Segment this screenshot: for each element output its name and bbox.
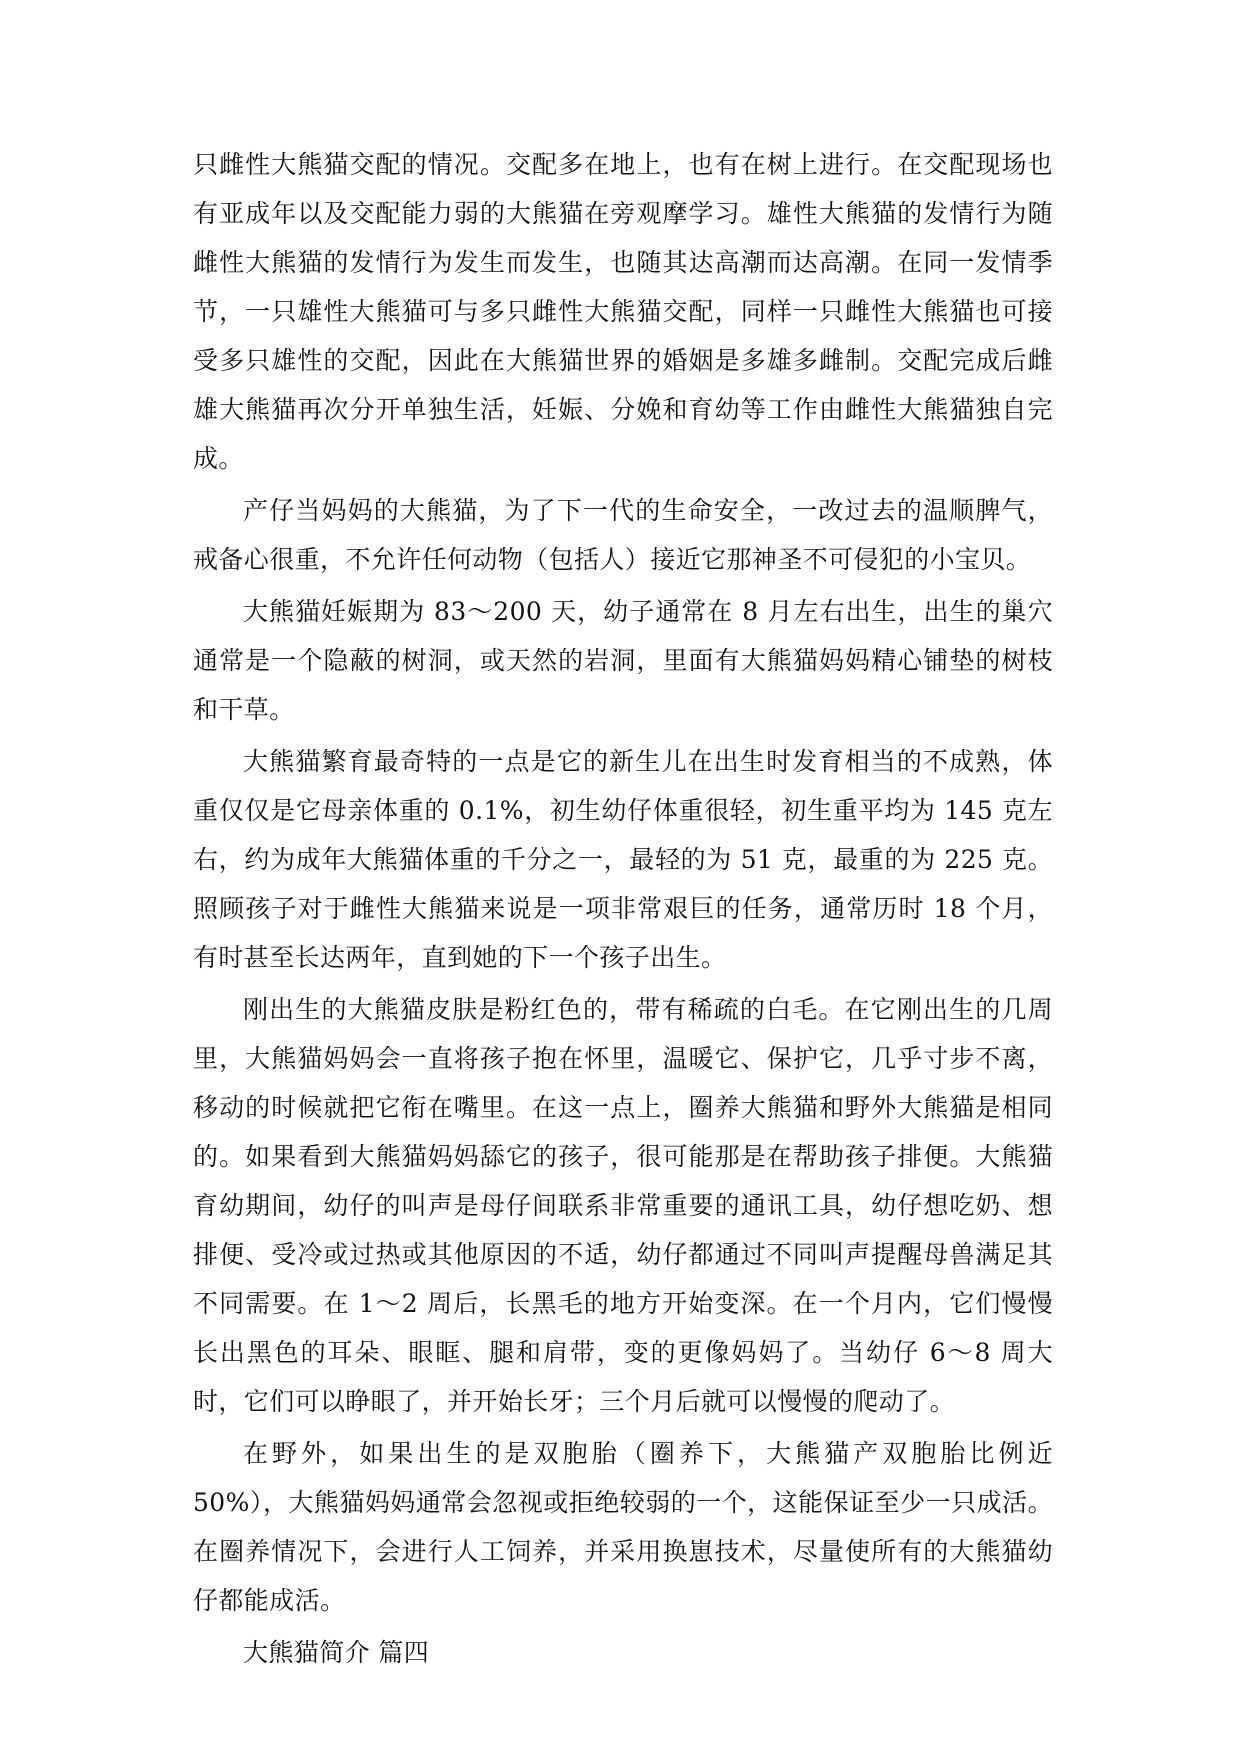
paragraph-gestation: 大熊猫妊娠期为 83～200 天，幼子通常在 8 月左右出生，出生的巢穴通常是一个隐蔽的树洞，或天然的岩洞，里面有大熊猫妈妈精心铺垫的树枝和干草。 <box>193 597 1053 724</box>
paragraph-continued: 只雌性大熊猫交配的情况。交配多在地上，也有在树上进行。在交配现场也有亚成年以及交配能力弱的大熊猫在旁观摩学习。雄性大熊猫的发情行为随雌性大熊猫的发情行为发生而发生，也随其达高潮而达高潮。在同一发情季节，一只雄性大熊猫可与多只雌性大熊猫交配，同样一只雌性大熊猫也可接受多只雄性的交配，因此在大熊猫世界的婚姻是多雄多雌制。交配完成后雌雄大熊猫再次分开单独生活，妊娠、分娩和育幼等工作由雌性大熊猫独自完成。 <box>193 150 1053 473</box>
paragraph-mother-protection: 产仔当妈妈的大熊猫，为了下一代的生命安全，一改过去的温顺脾气，戒备心很重，不允许任何动物（包括人）接近它那神圣不可侵犯的小宝贝。 <box>193 496 1053 574</box>
paragraph-twins: 在野外，如果出生的是双胞胎（圈养下，大熊猫产双胞胎比例近 50%），大熊猫妈妈通常会忽视或拒绝较弱的一个，这能保证至少一只成活。在圈养情况下，会进行人工饲养，并采用换崽技术，尽量使所有的大熊猫幼仔都能成活。 <box>193 1439 1053 1615</box>
paragraph-newborn-weight: 大熊猫繁育最奇特的一点是它的新生儿在出生时发育相当的不成熟，体重仅仅是它母亲体重的 0.1%，初生幼仔体重很轻，初生重平均为 145 克左右，约为成年大熊猫体重的千分之一，最轻的为 51 克，最重的为 225 克。照顾孩子对于雌性大熊猫来说是一项非常艰巨的任务，通常历时 18 个月，有时甚至长达两年，直到她的下一个孩子出生。 <box>193 747 1053 972</box>
paragraph-newborn-care: 刚出生的大熊猫皮肤是粉红色的，带有稀疏的白毛。在它刚出生的几周里，大熊猫妈妈会一直将孩子抱在怀里，温暖它、保护它，几乎寸步不离，移动的时候就把它衔在嘴里。在这一点上，圈养大熊猫和野外大熊猫是相同的。如果看到大熊猫妈妈舔它的孩子，很可能那是在帮助孩子排便。大熊猫育幼期间，幼仔的叫声是母仔间联系非常重要的通讯工具，幼仔想吃奶、想排便、受冷或过热或其他原因的不适，幼仔都通过不同叫声提醒母兽满足其不同需要。在 1～2 周后，长黑毛的地方开始变深。在一个月内，它们慢慢长出黑色的耳朵、眼眶、腿和肩带，变的更像妈妈了。当幼仔 6～8 周大时，它们可以睁眼了，并开始长牙；三个月后就可以慢慢的爬动了。 <box>193 995 1053 1416</box>
section-heading: 大熊猫简介 篇四 <box>243 1638 430 1667</box>
document-page <box>193 140 1053 1677</box>
